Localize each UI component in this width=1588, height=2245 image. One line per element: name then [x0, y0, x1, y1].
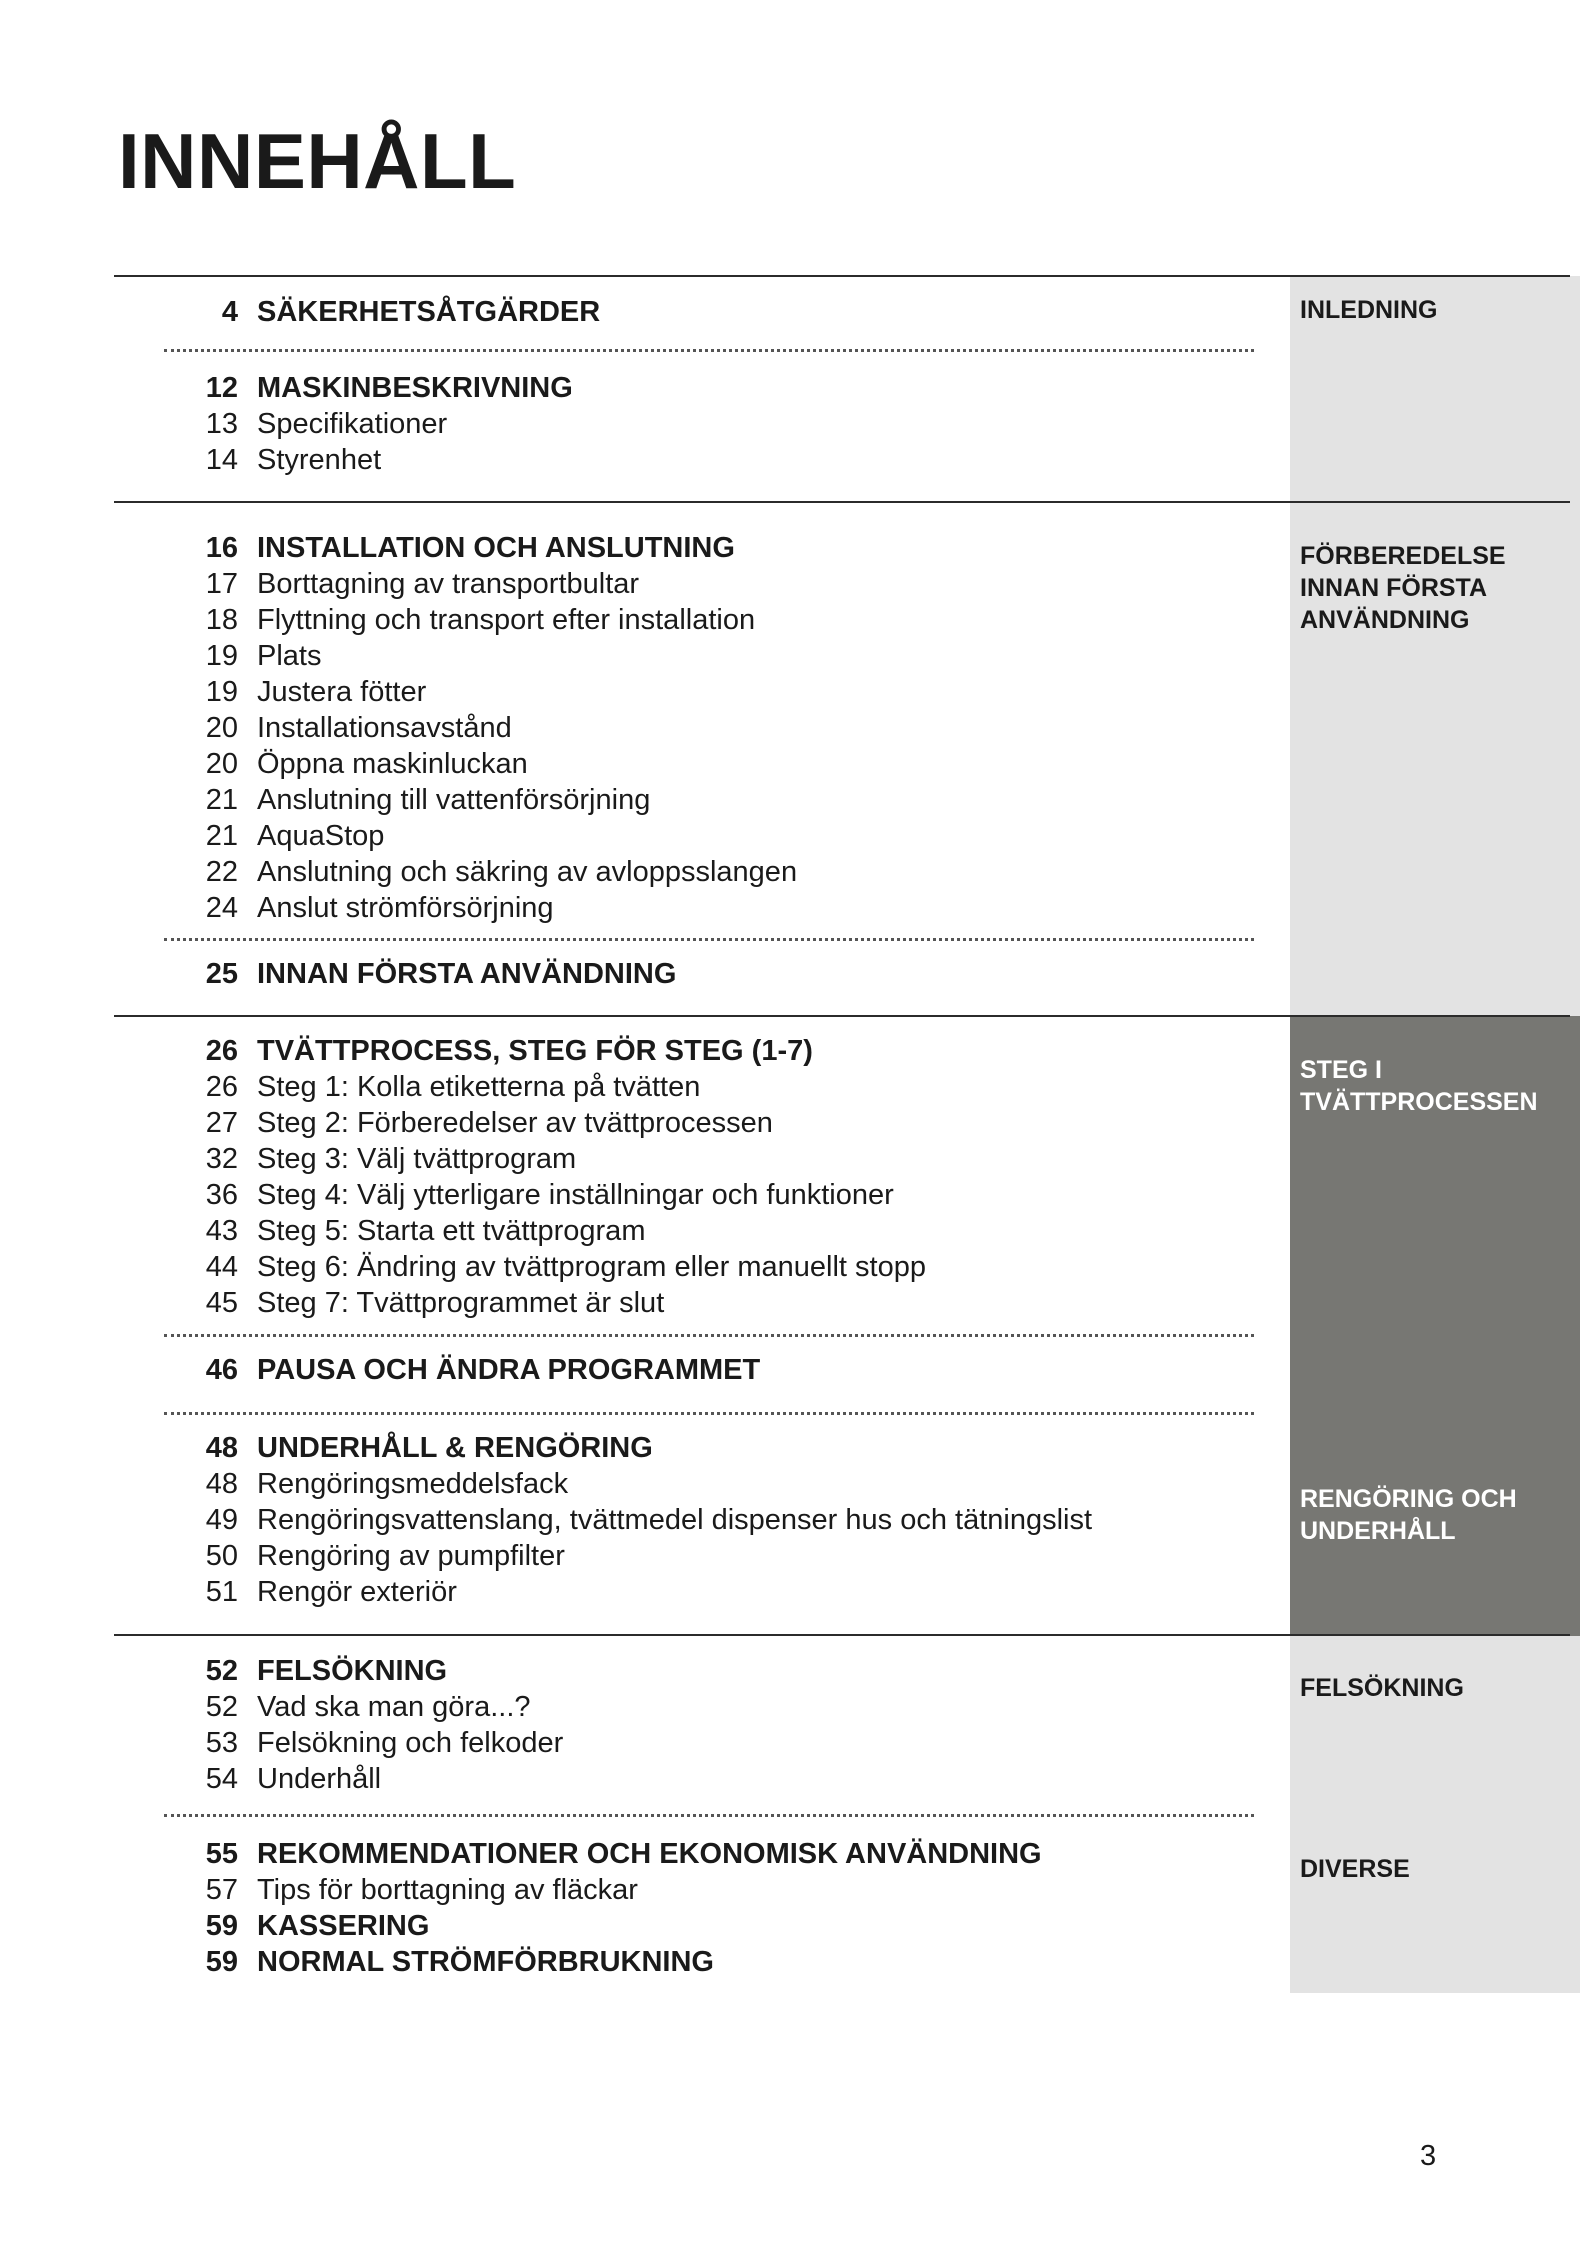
page-ref: 25: [205, 958, 238, 990]
page-ref: 22: [205, 856, 238, 888]
entry-title: Anslutning till vattenförsörjning: [257, 784, 651, 816]
page-ref: 36: [205, 1179, 238, 1211]
entry-title: Specifikationer: [257, 408, 448, 440]
page-ref: 55: [205, 1838, 238, 1870]
page-ref: 18: [205, 604, 238, 636]
entry-title: Flyttning och transport efter installation: [257, 604, 756, 636]
page-ref: 16: [205, 532, 238, 564]
entry-title: Installationsavstånd: [257, 712, 512, 744]
page-ref: 53: [205, 1727, 238, 1759]
page-ref: 14: [205, 444, 238, 476]
page-ref: 49: [205, 1504, 238, 1536]
page-ref: 20: [205, 712, 238, 744]
entry-title: INSTALLATION OCH ANSLUTNING: [257, 532, 735, 564]
page-ref: 20: [205, 748, 238, 780]
entry-title: SÄKERHETSÅTGÄRDER: [257, 296, 601, 328]
sidebar-label-forberedelse: FÖRBEREDELSE INNAN FÖRSTA ANVÄNDNING: [1300, 542, 1506, 634]
page-ref: 54: [205, 1763, 238, 1795]
entry-title: Öppna maskinluckan: [257, 748, 528, 780]
page-ref: 46: [205, 1354, 238, 1386]
page-ref: 13: [205, 408, 238, 440]
entry-title: Plats: [257, 640, 322, 672]
page-ref: 27: [205, 1107, 238, 1139]
page-ref: 19: [205, 640, 238, 672]
entry-title: Underhåll: [257, 1763, 382, 1795]
page-ref: 4: [221, 296, 238, 328]
entry-title: Tips för borttagning av fläckar: [257, 1874, 638, 1906]
sidebar-label-felsokning: FELSÖKNING: [1300, 1674, 1464, 1702]
entry-title: Vad ska man göra...?: [257, 1691, 531, 1723]
entry-title: INNAN FÖRSTA ANVÄNDNING: [257, 958, 677, 990]
entry-title: NORMAL STRÖMFÖRBRUKNING: [257, 1946, 714, 1978]
entry-title: PAUSA OCH ÄNDRA PROGRAMMET: [257, 1354, 761, 1386]
page-ref: 21: [205, 820, 238, 852]
entry-title: MASKINBESKRIVNING: [257, 372, 573, 404]
entry-title: Steg 5: Starta ett tvättprogram: [257, 1215, 646, 1247]
entry-title: Borttagning av transportbultar: [257, 568, 640, 600]
page-ref: 43: [205, 1215, 238, 1247]
entry-title: FELSÖKNING: [257, 1655, 448, 1687]
toc-entries: [114, 0, 1584, 2245]
page-ref: 32: [205, 1143, 238, 1175]
page-ref: 51: [205, 1576, 238, 1608]
page-ref: 26: [205, 1035, 238, 1067]
page-ref: 59: [205, 1910, 238, 1942]
page-ref: 19: [205, 676, 238, 708]
entry-title: Steg 1: Kolla etiketterna på tvätten: [257, 1071, 701, 1103]
sidebar-label-inledning: INLEDNING: [1300, 296, 1438, 324]
entry-title: Anslutning och säkring av avloppsslangen: [257, 856, 798, 888]
page-ref: 52: [205, 1691, 238, 1723]
entry-title: Steg 2: Förberedelser av tvättprocessen: [257, 1107, 773, 1139]
entry-title: KASSERING: [257, 1910, 430, 1942]
entry-title: REKOMMENDATIONER OCH EKONOMISK ANVÄNDNING: [257, 1838, 1042, 1870]
page-ref: 24: [205, 892, 238, 924]
entry-title: Steg 3: Välj tvättprogram: [257, 1143, 577, 1175]
sidebar-label-diverse: DIVERSE: [1300, 1855, 1410, 1883]
entry-title: Rengöringsmeddelsfack: [257, 1468, 569, 1500]
page-ref: 45: [205, 1287, 238, 1319]
page-ref: 17: [205, 568, 238, 600]
entry-title: Anslut strömförsörjning: [257, 892, 554, 924]
page-ref: 48: [205, 1468, 238, 1500]
page-ref: 48: [205, 1432, 238, 1464]
page-ref: 59: [205, 1946, 238, 1978]
sidebar-label-rengoring: RENGÖRING OCH UNDERHÅLL: [1300, 1485, 1517, 1545]
entry-title: Rengör exteriör: [257, 1576, 457, 1608]
entry-title: Felsökning och felkoder: [257, 1727, 564, 1759]
entry-title: Styrenhet: [257, 444, 382, 476]
entry-title: UNDERHÅLL & RENGÖRING: [257, 1432, 653, 1464]
page-ref: 44: [205, 1251, 238, 1283]
entry-title: Justera fötter: [257, 676, 427, 708]
page-ref: 52: [205, 1655, 238, 1687]
page-ref: 21: [205, 784, 238, 816]
entry-title: Steg 6: Ändring av tvättprogram eller manuellt stopp: [257, 1251, 926, 1283]
entry-title: AquaStop: [257, 820, 385, 852]
entry-title: Rengöring av pumpfilter: [257, 1540, 565, 1572]
entry-title: Rengöringsvattenslang, tvättmedel dispenser hus och tätningslist: [257, 1504, 1093, 1536]
page-number: 3: [1420, 2140, 1437, 2172]
page-ref: 26: [205, 1071, 238, 1103]
page-ref: 12: [205, 372, 238, 404]
entry-title: TVÄTTPROCESS, STEG FÖR STEG (1-7): [257, 1035, 813, 1067]
page-title: INNEHÅLL: [118, 117, 517, 205]
entry-title: Steg 4: Välj ytterligare inställningar och funktioner: [257, 1179, 894, 1211]
entry-title: Steg 7: Tvättprogrammet är slut: [257, 1287, 665, 1319]
page-ref: 57: [205, 1874, 238, 1906]
page-ref: 50: [205, 1540, 238, 1572]
sidebar-label-steg: STEG I TVÄTTPROCESSEN: [1300, 1056, 1538, 1116]
